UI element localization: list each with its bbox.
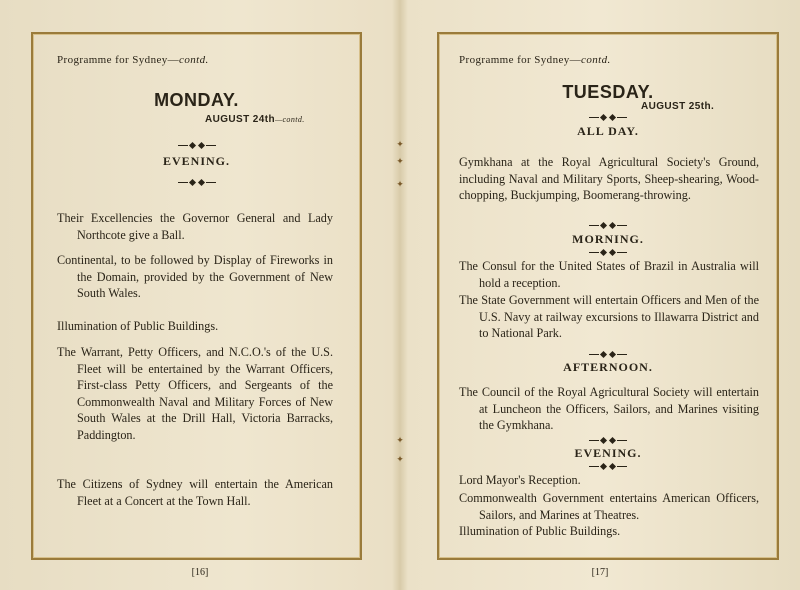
diamond-ornament-icon bbox=[439, 248, 777, 256]
date-text: AUGUST 24th bbox=[205, 114, 275, 125]
header-contd: contd. bbox=[179, 54, 209, 66]
day-title: TUESDAY. bbox=[562, 82, 654, 102]
day-title: MONDAY. bbox=[154, 90, 239, 110]
event-paragraph: Commonwealth Government entertains American Officers, Sailors, and Marines at Theatres. bbox=[459, 491, 759, 522]
section-title-all-day: ALL DAY. bbox=[577, 124, 639, 138]
section-title-afternoon: AFTERNOON. bbox=[563, 360, 653, 374]
event-paragraph: Gymkhana at the Royal Agricultural Society's Ground, including Naval and Military Sports, Sheep-shearing, Wood-chopping, Buckjumping, Boomerang-throwing. bbox=[459, 155, 759, 202]
diamond-ornament-icon bbox=[439, 221, 777, 229]
page-header bbox=[57, 54, 209, 66]
header-text: Programme for Sydney— bbox=[459, 54, 582, 66]
event-paragraph: Illumination of Public Buildings. bbox=[57, 319, 219, 333]
section-title-morning: MORNING. bbox=[572, 232, 644, 246]
diamond-ornament-icon bbox=[439, 350, 777, 358]
binding-stitch: ✦ bbox=[396, 436, 404, 446]
event-paragraph: The Consul for the United States of Brazil in Australia will hold a reception. bbox=[459, 259, 759, 290]
binding-stitch: ✦ bbox=[396, 180, 404, 190]
date-contd: —contd. bbox=[274, 115, 305, 124]
event-paragraph: Continental, to be followed by Display of Fireworks in the Domain, provided by the Government of New South Wales. bbox=[57, 253, 333, 300]
section-title-evening: EVENING. bbox=[162, 154, 230, 168]
diamond-ornament-icon bbox=[439, 113, 777, 121]
event-paragraph: The Citizens of Sydney will entertain the American Fleet at a Concert at the Town Hall. bbox=[57, 477, 333, 508]
section-title-evening: EVENING. bbox=[574, 446, 642, 460]
event-paragraph: Illumination of Public Buildings. bbox=[459, 524, 621, 538]
header-contd: contd. bbox=[581, 54, 611, 66]
event-paragraph: Lord Mayor's Reception. bbox=[459, 473, 581, 487]
event-paragraph: Their Excellencies the Governor General and Lady Northcote give a Ball. bbox=[57, 211, 333, 242]
gold-frame bbox=[437, 32, 779, 560]
right-page bbox=[400, 0, 800, 590]
event-paragraph: The State Government will entertain Officers and Men of the U.S. Navy at railway excursions to Illawarra District and to National Park. bbox=[459, 293, 759, 340]
event-paragraph: The Warrant, Petty Officers, and N.C.O.'s of the U.S. Fleet will be entertained by the Warrant Officers, First-class Petty Officers, and Sergeants of the Commonwealth Naval and Military Forces of New South Wales at the Drill Hall, Victoria Barracks, Paddington. bbox=[57, 345, 333, 442]
binding-stitch: ✦ bbox=[396, 157, 404, 167]
page-number: [16] bbox=[191, 567, 209, 578]
page-number: [17] bbox=[591, 567, 609, 578]
diamond-ornament-icon bbox=[439, 436, 777, 444]
diamond-ornament-icon bbox=[33, 178, 360, 186]
event-paragraph: The Council of the Royal Agricultural Society will entertain at Luncheon the Officers, Sailors, and Marines visiting the Gymkhana. bbox=[459, 385, 759, 432]
header-text: Programme for Sydney— bbox=[57, 54, 180, 66]
diamond-ornament-icon bbox=[33, 141, 360, 149]
date-line bbox=[205, 114, 305, 125]
page-header bbox=[459, 54, 611, 66]
binding-stitch: ✦ bbox=[396, 140, 404, 150]
binding-stitch: ✦ bbox=[396, 455, 404, 465]
diamond-ornament-icon bbox=[439, 462, 777, 470]
date-line: AUGUST 25th. bbox=[641, 101, 715, 112]
gold-frame bbox=[31, 32, 362, 560]
